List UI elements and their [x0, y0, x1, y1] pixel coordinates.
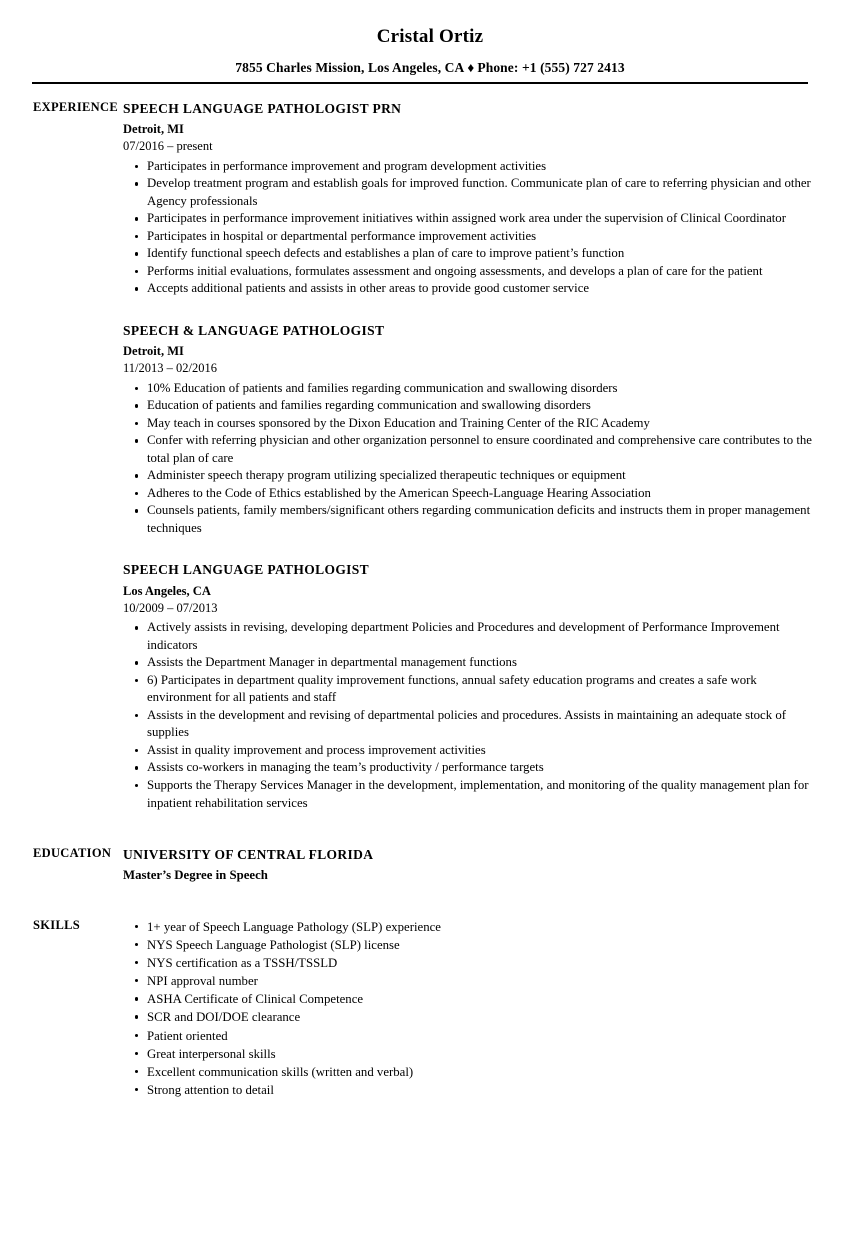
education-school: UNIVERSITY OF CENTRAL FLORIDA [123, 847, 374, 863]
list-item: ASHA Certificate of Clinical Competence [123, 990, 812, 1008]
list-item: SCR and DOI/DOE clearance [123, 1008, 812, 1026]
job-dates: 07/2016 – present [123, 138, 213, 153]
header-divider [32, 82, 808, 84]
list-item: Actively assists in revising, developing department Policies and Procedures and development of Performance Improvement indicators [123, 619, 812, 654]
list-item: Assists co-workers in managing the team’s productivity / performance targets [123, 759, 812, 777]
list-item: Assists the Department Manager in departmental management functions [123, 654, 812, 672]
list-item: Develop treatment program and establish goals for improved function. Communicate plan of care to referring physician and other Agency professionals [123, 175, 812, 210]
education-entry [123, 846, 812, 884]
list-item: Performs initial evaluations, formulates assessment and ongoing assessments, and develops a plan of care for the patient [123, 263, 812, 281]
list-item: Supports the Therapy Services Manager in the development, implementation, and monitoring of the quality management plan for inpatient rehabilitation services [123, 777, 812, 812]
list-item: Patient oriented [123, 1027, 812, 1045]
list-item: Assist in quality improvement and process improvement activities [123, 742, 812, 760]
list-item: Excellent communication skills (written and verbal) [123, 1063, 812, 1081]
list-item: May teach in courses sponsored by the Dixon Education and Training Center of the RIC Academy [123, 415, 812, 433]
list-item: Identify functional speech defects and establishes a plan of care to improve patient’s function [123, 245, 812, 263]
experience-entry [123, 561, 812, 812]
list-item: Adheres to the Code of Ethics established by the American Speech-Language Hearing Association [123, 485, 812, 503]
list-item: 6) Participates in department quality improvement functions, annual safety education programs and creates a safe work environment for all patients and staff [123, 672, 812, 707]
skills-section [0, 918, 860, 1100]
job-dates: 10/2009 – 07/2013 [123, 600, 218, 615]
list-item: 10% Education of patients and families regarding communication and swallowing disorders [123, 380, 812, 398]
candidate-name: Cristal Ortiz [376, 26, 484, 47]
contact-address: 7855 Charles Mission, Los Angeles, CA [235, 59, 465, 75]
resume-header [0, 0, 860, 84]
list-item: Participates in hospital or departmental performance improvement activities [123, 228, 812, 246]
contact-line [0, 60, 860, 76]
list-item: Assists in the development and revising of departmental policies and procedures. Assists in maintaining an adequate stock of supplies [123, 707, 812, 742]
experience-entry [123, 322, 812, 538]
skills-body [123, 918, 860, 1100]
list-item: Accepts additional patients and assists in other areas to provide good customer service [123, 280, 812, 298]
list-item: Participates in performance improvement initiatives within assigned work area under the supervision of Clinical Coordinator [123, 210, 812, 228]
list-item: Education of patients and families regarding communication and swallowing disorders [123, 397, 812, 415]
job-location: Detroit, MI [123, 344, 184, 359]
section-label-experience: EXPERIENCE [33, 99, 118, 114]
list-item: NYS certification as a TSSH/TSSLD [123, 954, 812, 972]
experience-body [123, 100, 860, 812]
job-responsibility-list [123, 158, 812, 298]
education-body [123, 846, 860, 884]
list-item: Counsels patients, family members/significant others regarding communication deficits and instructs them in proper management techniques [123, 502, 812, 537]
diamond-separator-icon: ♦ [467, 59, 475, 75]
section-label-skills: SKILLS [33, 917, 80, 932]
job-responsibility-list [123, 380, 812, 538]
job-location: Los Angeles, CA [123, 583, 211, 598]
contact-phone: Phone: +1 (555) 727 2413 [477, 59, 625, 75]
section-label-education: EDUCATION [33, 846, 112, 861]
list-item: Confer with referring physician and other organization personnel to ensure coordinated and comprehensive care contributes to the total plan of care [123, 432, 812, 467]
job-responsibility-list [123, 619, 812, 812]
job-title: SPEECH LANGUAGE PATHOLOGIST [123, 562, 369, 578]
experience-section [0, 100, 860, 812]
job-title: SPEECH & LANGUAGE PATHOLOGIST [123, 322, 385, 338]
list-item: Participates in performance improvement and program development activities [123, 158, 812, 176]
list-item: Great interpersonal skills [123, 1045, 812, 1063]
list-item: 1+ year of Speech Language Pathology (SLP) experience [123, 918, 812, 936]
skills-list [123, 918, 812, 1100]
experience-entry [123, 100, 812, 298]
job-location: Detroit, MI [123, 122, 184, 137]
list-item: NYS Speech Language Pathologist (SLP) license [123, 936, 812, 954]
list-item: Strong attention to detail [123, 1081, 812, 1099]
education-section [0, 846, 860, 884]
job-title: SPEECH LANGUAGE PATHOLOGIST PRN [123, 100, 402, 116]
list-item: Administer speech therapy program utilizing specialized therapeutic techniques or equipment [123, 467, 812, 485]
job-dates: 11/2013 – 02/2016 [123, 361, 217, 376]
list-item: NPI approval number [123, 972, 812, 990]
education-degree: Master’s Degree in Speech [123, 867, 268, 882]
